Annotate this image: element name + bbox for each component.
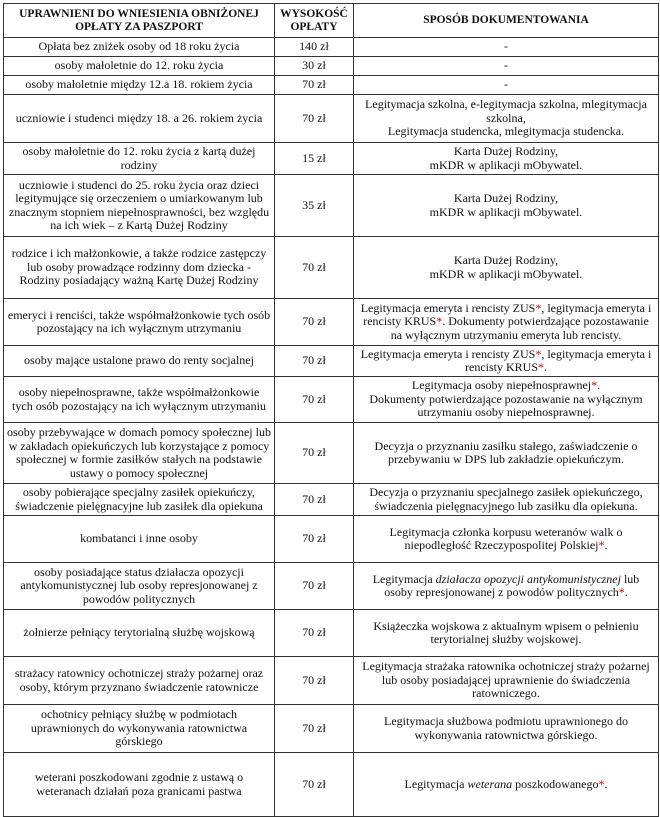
documentation-text: Legitymacja członka korpusu weteranów walk o niepodległość Rzeczypospolitej Polskiej [389,524,623,552]
asterisk-marker: * [618,585,625,599]
documentation-text: Legitymacja strażaka ratownika ochotniczej straży pożarnej lub osoby posiadającej uprawnienie do świadczenia ratowniczego. [362,659,650,701]
documentation-cell [354,657,659,705]
documentation-text: . [604,538,608,552]
eligible-group-cell: weterani poszkodowani zgodnie z ustawą o weteranach działań poza granicami pastwa [4,753,275,817]
fee-cell: 30 zł [275,57,354,76]
table-row [4,705,659,753]
documentation-text: . Dokumenty potwierdzające pozostawanie na wyłącznym utrzymaniu emeryta lub rencisty. [390,314,649,342]
fee-cell: 70 zł [275,346,354,377]
table-row [4,175,659,237]
fee-cell: 70 zł [275,753,354,817]
asterisk-marker: * [598,538,605,552]
asterisk-marker: * [535,300,542,315]
asterisk-marker: * [591,378,598,393]
documentation-cell [354,705,659,753]
documentation-text: poszkodowanego [512,776,599,791]
documentation-text: Legitymacja emeryta i rencisty ZUS [360,346,536,361]
asterisk-marker: * [535,346,542,361]
eligible-group-cell: osoby niepełnosprawne, także współmałżonkowie tych osób pozostający na ich wyłącznym utrzymaniu [4,377,275,423]
table-row [4,299,659,346]
documentation-text: Dokumenty potwierdzające pozostawanie na wyłącznym utrzymaniu osoby niepełnosprawnej. [369,391,643,420]
fee-cell: 70 zł [275,237,354,299]
documentation-cell [354,484,659,516]
fee-cell: 70 zł [275,299,354,346]
documentation-text: Legitymacja [404,776,468,791]
documentation-text: lub osoby represjonowanej z powodów politycznych [384,571,640,599]
documentation-text: Legitymacja szkolna, e-legitymacja szkolna, mlegitymacja szkolna, [365,97,647,125]
documentation-text: Legitymacja służbowa podmiotu uprawnionego do wykonywania ratownictwa górskiego. [384,714,628,742]
fee-cell: 70 zł [275,563,354,610]
documentation-text: działacza opozycji antykomunistycznej [435,571,621,586]
eligible-group-cell: osoby posiadające status działacza opozycji antykomunistycznej lub osoby represjonowanej z powodów politycznych [4,563,275,610]
eligible-group-cell: osoby przebywające w domach pomocy społecznej lub w zakładach opiekuńczych lub korzystające z pomocy społecznej w formie zasiłków stałych na podstawie ustawy o pomocy społecznej [4,423,275,484]
documentation-cell [354,516,659,563]
documentation-cell [354,57,659,76]
eligible-group-cell: uczniowie i studenci między 18. a 26. rokiem życia [4,95,275,143]
eligible-group-cell: osoby pobierające specjalny zasiłek opiekuńczy, świadczenie pielęgnacyjne lub zasiłek dla opiekuna [4,484,275,516]
documentation-cell [354,38,659,57]
passport-fee-table [3,3,659,817]
documentation-text: mKDR w aplikacji mObywatel. [429,266,583,281]
table-row [4,657,659,705]
fee-cell: 35 zł [275,175,354,237]
table-row [4,346,659,377]
documentation-cell [354,610,659,657]
eligible-group-cell: osoby mające ustalone prawo do renty socjalnej [4,346,275,377]
documentation-text: Książeczka wojskowa z aktualnym wpisem o pełnieniu terytorialnej służby wojskowej. [373,618,639,646]
documentation-text: Karta Dużej Rodziny, [453,191,559,205]
documentation-text: Legitymacja [372,571,436,586]
table-row [4,95,659,143]
documentation-cell [354,299,659,346]
table-row [4,57,659,76]
eligible-group-cell: rodzice i ich małżonkowie, a także rodzice zastępczy lub osoby prowadzące rodzinny dom dziecka - Rodziny posiadający ważną Kartę Dużej Rodziny [4,237,275,299]
table-row [4,38,659,57]
table-row [4,143,659,175]
documentation-text: . [597,378,601,393]
documentation-cell [354,95,659,143]
table-row [4,610,659,657]
documentation-cell [354,175,659,237]
documentation-text: Karta Dużej Rodziny, [453,253,559,267]
table-row [4,377,659,423]
documentation-cell [354,237,659,299]
documentation-text: . [624,585,628,599]
documentation-cell [354,76,659,95]
fee-cell: 70 zł [275,484,354,516]
eligible-group-cell: Opłata bez zniżek osoby od 18 roku życia [4,38,275,57]
documentation-cell [354,563,659,610]
header-row [4,4,659,38]
documentation-cell [354,423,659,484]
documentation-cell [354,377,659,423]
fee-cell: 70 zł [275,76,354,95]
fee-cell: 70 zł [275,610,354,657]
fee-cell: 70 zł [275,516,354,563]
fee-cell: 70 zł [275,95,354,143]
table-row [4,423,659,484]
documentation-text: . [604,776,608,791]
documentation-text: Legitymacja studencka, mlegitymacja studencka. [387,124,625,139]
documentation-text: - [504,77,508,92]
eligible-group-cell: żołnierze pełniący terytorialną służbę wojskową [4,610,275,657]
header-eligible: UPRAWNIENI DO WNIESIENIA OBNIŻONEJ OPŁATY ZA PASZPORT [4,4,275,38]
asterisk-marker: * [598,776,605,791]
header-documentation: SPOSÓB DOKUMENTOWANIA [354,4,659,38]
eligible-group-cell: osoby małoletnie między 12.a 18. rokiem życia [4,76,275,95]
asterisk-marker: * [538,360,544,374]
documentation-text: Decyzja o przyznaniu specjalnego zasiłek opiekuńczego, świadczenia pielęgnacyjnego lub zasiłku dla opiekuna. [369,485,643,513]
fee-cell: 140 zł [275,38,354,57]
documentation-text: mKDR w aplikacji mObywatel. [429,204,583,219]
eligible-group-cell: ochotnicy pełniący służbę w podmiotach uprawnionych do wykonywania ratownictwa górskiego [4,705,275,753]
table-row [4,237,659,299]
eligible-group-cell: emeryci i renciści, także współmałżonkowie tych osób pozostający na ich wyłącznym utrzymaniu [4,299,275,346]
documentation-text: - [504,58,508,73]
fee-cell: 15 zł [275,143,354,175]
eligible-group-cell: strażacy ratownicy ochotniczej straży pożarnej oraz osoby, którym przyznano świadczenie ratownicze [4,657,275,705]
documentation-text: Legitymacja osoby niepełnosprawnej [411,378,592,393]
fee-cell: 70 zł [275,657,354,705]
eligible-group-cell: osoby małoletnie do 12. roku życia [4,57,275,76]
table-row [4,76,659,95]
documentation-text: - [504,39,508,54]
table-row [4,563,659,610]
documentation-text: Decyzja o przyznaniu zasiłku stałego, zaświadczenie o przebywaniu w DPS lub zakładzie opiekuńczym. [374,438,638,466]
documentation-text: weterana [467,776,513,791]
documentation-cell [354,346,659,377]
documentation-text: Legitymacja emeryta i rencisty ZUS [360,300,536,315]
documentation-text: Karta Dużej Rodziny, [453,144,559,158]
fee-cell: 70 zł [275,377,354,423]
asterisk-marker: * [436,314,443,329]
eligible-group-cell: uczniowie i studenci do 25. roku życia oraz dzieci legitymujące się orzeczeniem o umiarkowanym lub znacznym stopniem niepełnosprawności, bez względu na ich wiek – z Kartą Dużej Rodziny [4,175,275,237]
documentation-cell [354,143,659,175]
eligible-group-cell: kombatanci i inne osoby [4,516,275,563]
table-row [4,484,659,516]
documentation-text: . [544,360,547,374]
fee-cell: 70 zł [275,423,354,484]
documentation-text: mKDR w aplikacji mObywatel. [429,157,583,172]
table-row [4,516,659,563]
documentation-text: , legitymacja emeryta i rencisty KRUS [363,300,652,329]
documentation-text: , legitymacja emeryta i rencisty KRUS [465,346,652,374]
fee-cell: 70 zł [275,705,354,753]
eligible-group-cell: osoby małoletnie do 12. roku życia z kartą dużej rodziny [4,143,275,175]
header-fee: WYSOKOŚĆ OPŁATY [275,4,354,38]
